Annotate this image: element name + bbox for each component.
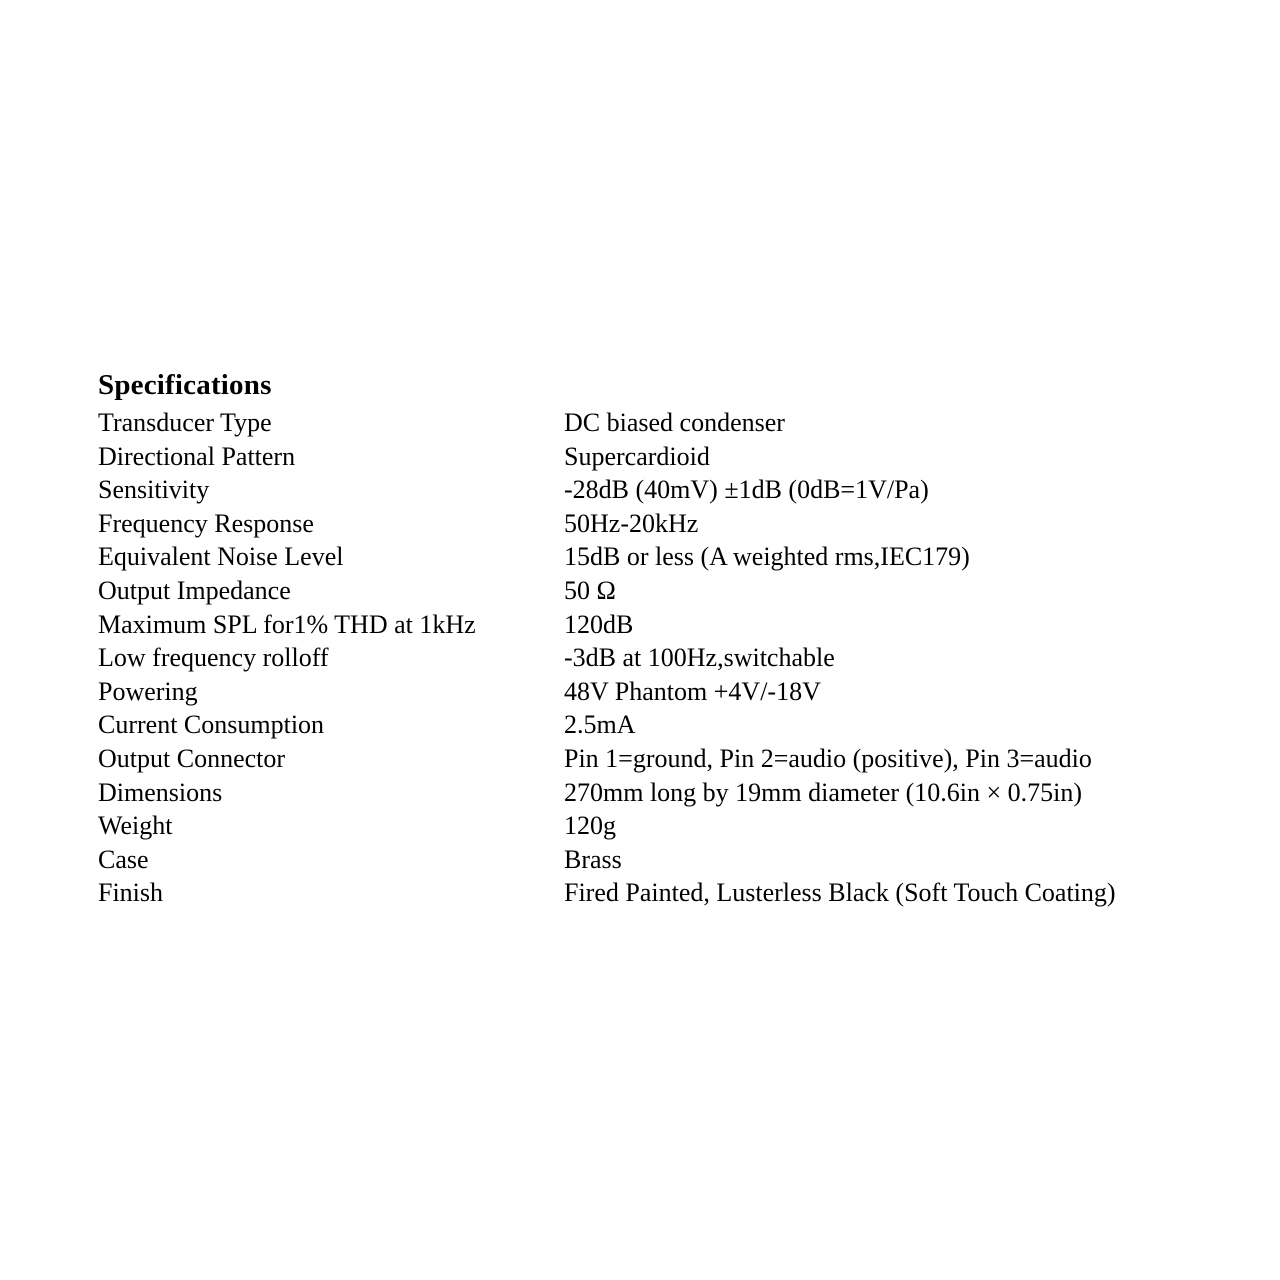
spec-row-frequency-response (98, 507, 1218, 541)
spec-label: Directional Pattern (98, 441, 296, 471)
spec-label: Powering (98, 676, 198, 706)
spec-value: 120dB (564, 609, 634, 639)
spec-label: Equivalent Noise Level (98, 542, 344, 572)
spec-value: -28dB (40mV) ±1dB (0dB=1V/Pa) (564, 475, 929, 505)
spec-label: Case (98, 844, 149, 874)
spec-value: 270mm long by 19mm diameter (10.6in × 0.75in) (564, 777, 1082, 807)
spec-row-current-consumption (98, 708, 1218, 742)
page-title: Specifications (98, 369, 272, 401)
spec-value: 2.5mA (564, 710, 636, 740)
spec-row-dimensions (98, 776, 1218, 810)
spec-row-output-connector (98, 742, 1218, 776)
spec-label: Output Connector (98, 743, 286, 773)
spec-value: DC biased condenser (564, 408, 785, 437)
spec-row-sensitivity (98, 473, 1218, 507)
spec-label: Weight (98, 811, 173, 841)
spec-row-output-impedance (98, 574, 1218, 608)
spec-value: Fired Painted, Lusterless Black (Soft Touch Coating) (564, 878, 1116, 908)
spec-sheet (98, 366, 1218, 910)
spec-label: Low frequency rolloff (98, 643, 329, 673)
spec-value: 50Hz-20kHz (564, 508, 699, 538)
spec-label: Finish (98, 878, 164, 908)
spec-value: 120g (564, 811, 616, 841)
spec-label: Current Consumption (98, 710, 325, 740)
spec-value: 48V Phantom +4V/-18V (564, 676, 821, 706)
spec-label: Output Impedance (98, 575, 291, 605)
spec-value: -3dB at 100Hz,switchable (564, 643, 835, 673)
spec-row-equivalent-noise-level (98, 540, 1218, 574)
spec-label: Transducer Type (98, 408, 272, 437)
spec-value: Pin 1=ground, Pin 2=audio (positive), Pin 3=audio (564, 743, 1092, 773)
spec-value: Brass (564, 844, 622, 874)
spec-value: Supercardioid (564, 441, 710, 471)
spec-label: Dimensions (98, 777, 223, 807)
spec-row-low-frequency-rolloff (98, 641, 1218, 675)
spec-row-maximum-spl (98, 608, 1218, 642)
spec-label: Frequency Response (98, 508, 314, 538)
spec-value: 15dB or less (A weighted rms,IEC179) (564, 542, 970, 572)
spec-row-finish (98, 876, 1218, 910)
spec-label: Maximum SPL for1% THD at 1kHz (98, 609, 476, 639)
spec-value: 50 Ω (564, 575, 616, 605)
spec-row-powering (98, 675, 1218, 709)
spec-label: Sensitivity (98, 475, 210, 505)
spec-row-case (98, 843, 1218, 877)
spec-row-transducer-type (98, 406, 1218, 440)
spec-row-weight (98, 809, 1218, 843)
spec-row-directional-pattern (98, 440, 1218, 474)
